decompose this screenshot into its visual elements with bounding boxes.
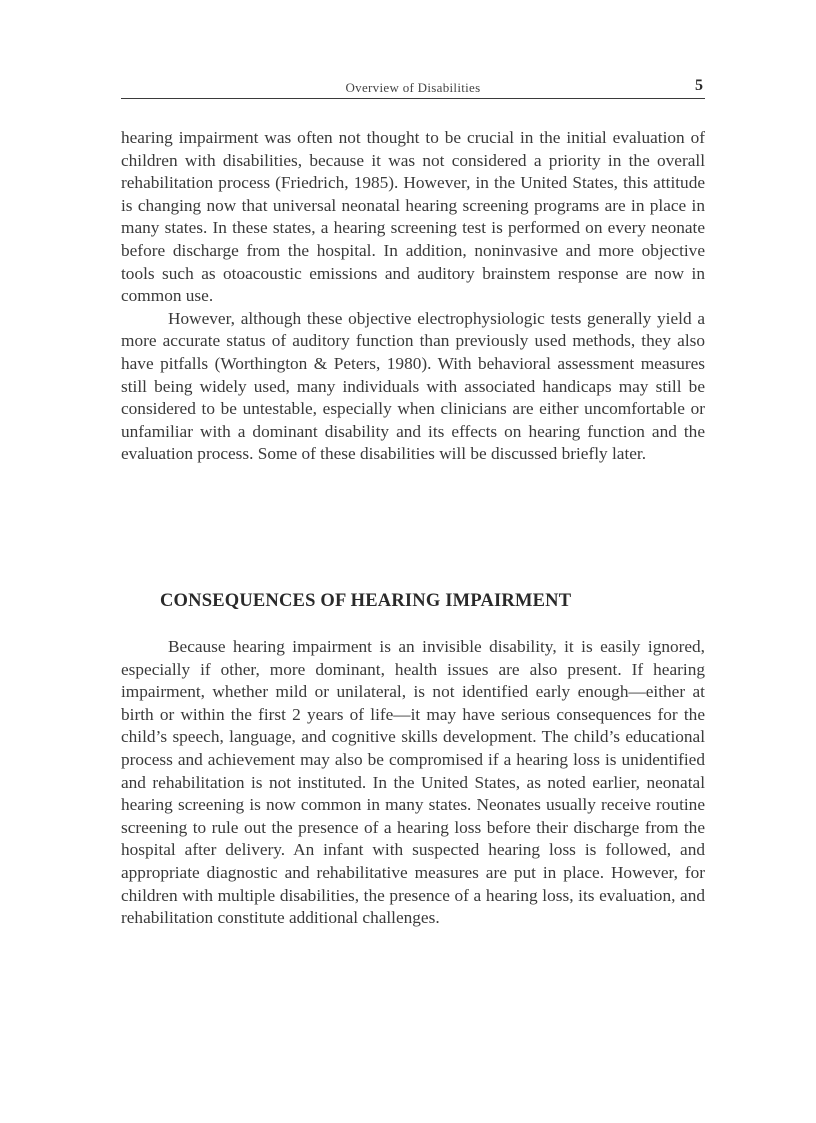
running-title: Overview of Disabilities: [345, 80, 481, 95]
section-heading: CONSEQUENCES OF HEARING IMPAIRMENT: [160, 591, 572, 611]
paragraph-consequences: Because hearing impairment is an invisible disability, it is easily ignored, especially if other, more dominant, health issues are also present. If hearing impairment, whether mild or unilateral, is not identified early enough—either at birth or within the first 2 years of life—it may have serious consequences for the child’s speech, language, and cognitive skills development. The child’s educational process and achievement may also be compromised if a hearing loss is unidentified and rehabilitation is not instituted. In the United States, as noted earlier, neonatal hearing screening is now common in many states. Neonates usually receive routine screening to rule out the presence of a hearing loss before their discharge from the hospital after delivery. An infant with suspected hearing loss is followed, and appropriate diagnostic and rehabilitative measures are put in place. However, for children with multiple disabilities, the presence of a hearing loss, its evaluation, and rehabilitation constitute additional challenges.: [121, 637, 705, 928]
paragraph-continuation: hearing impairment was often not thought to be crucial in the initial evaluation of children with disabilities, because it was not considered a priority in the overall rehabilitation process (Friedrich, 1985). However, in the United States, this attitude is changing now that universal neonatal hearing screening programs are in place in many states. In these states, a hearing screening test is performed on every neonate before discharge from the hospital. In addition, noninvasive and more objective tools such as otoacoustic emissions and auditory brainstem response are now in common use.: [121, 128, 705, 306]
body-text-consequences: [121, 636, 705, 930]
page-number: 5: [695, 77, 703, 94]
body-text-intro: [121, 127, 705, 466]
paragraph-objective-tests: However, although these objective electrophysiologic tests generally yield a more accurate status of auditory function than previously used methods, they also have pitfalls (Worthington & Peters, 1980). With behavioral assessment measures still being widely used, many individuals with associated handicaps may still be considered to be untestable, especially when clinicians are either uncomfortable or unfamiliar with a dominant disability and its effects on hearing function and the evaluation process. Some of these disabilities will be discussed briefly later.: [121, 308, 705, 464]
page-header: [121, 76, 705, 99]
